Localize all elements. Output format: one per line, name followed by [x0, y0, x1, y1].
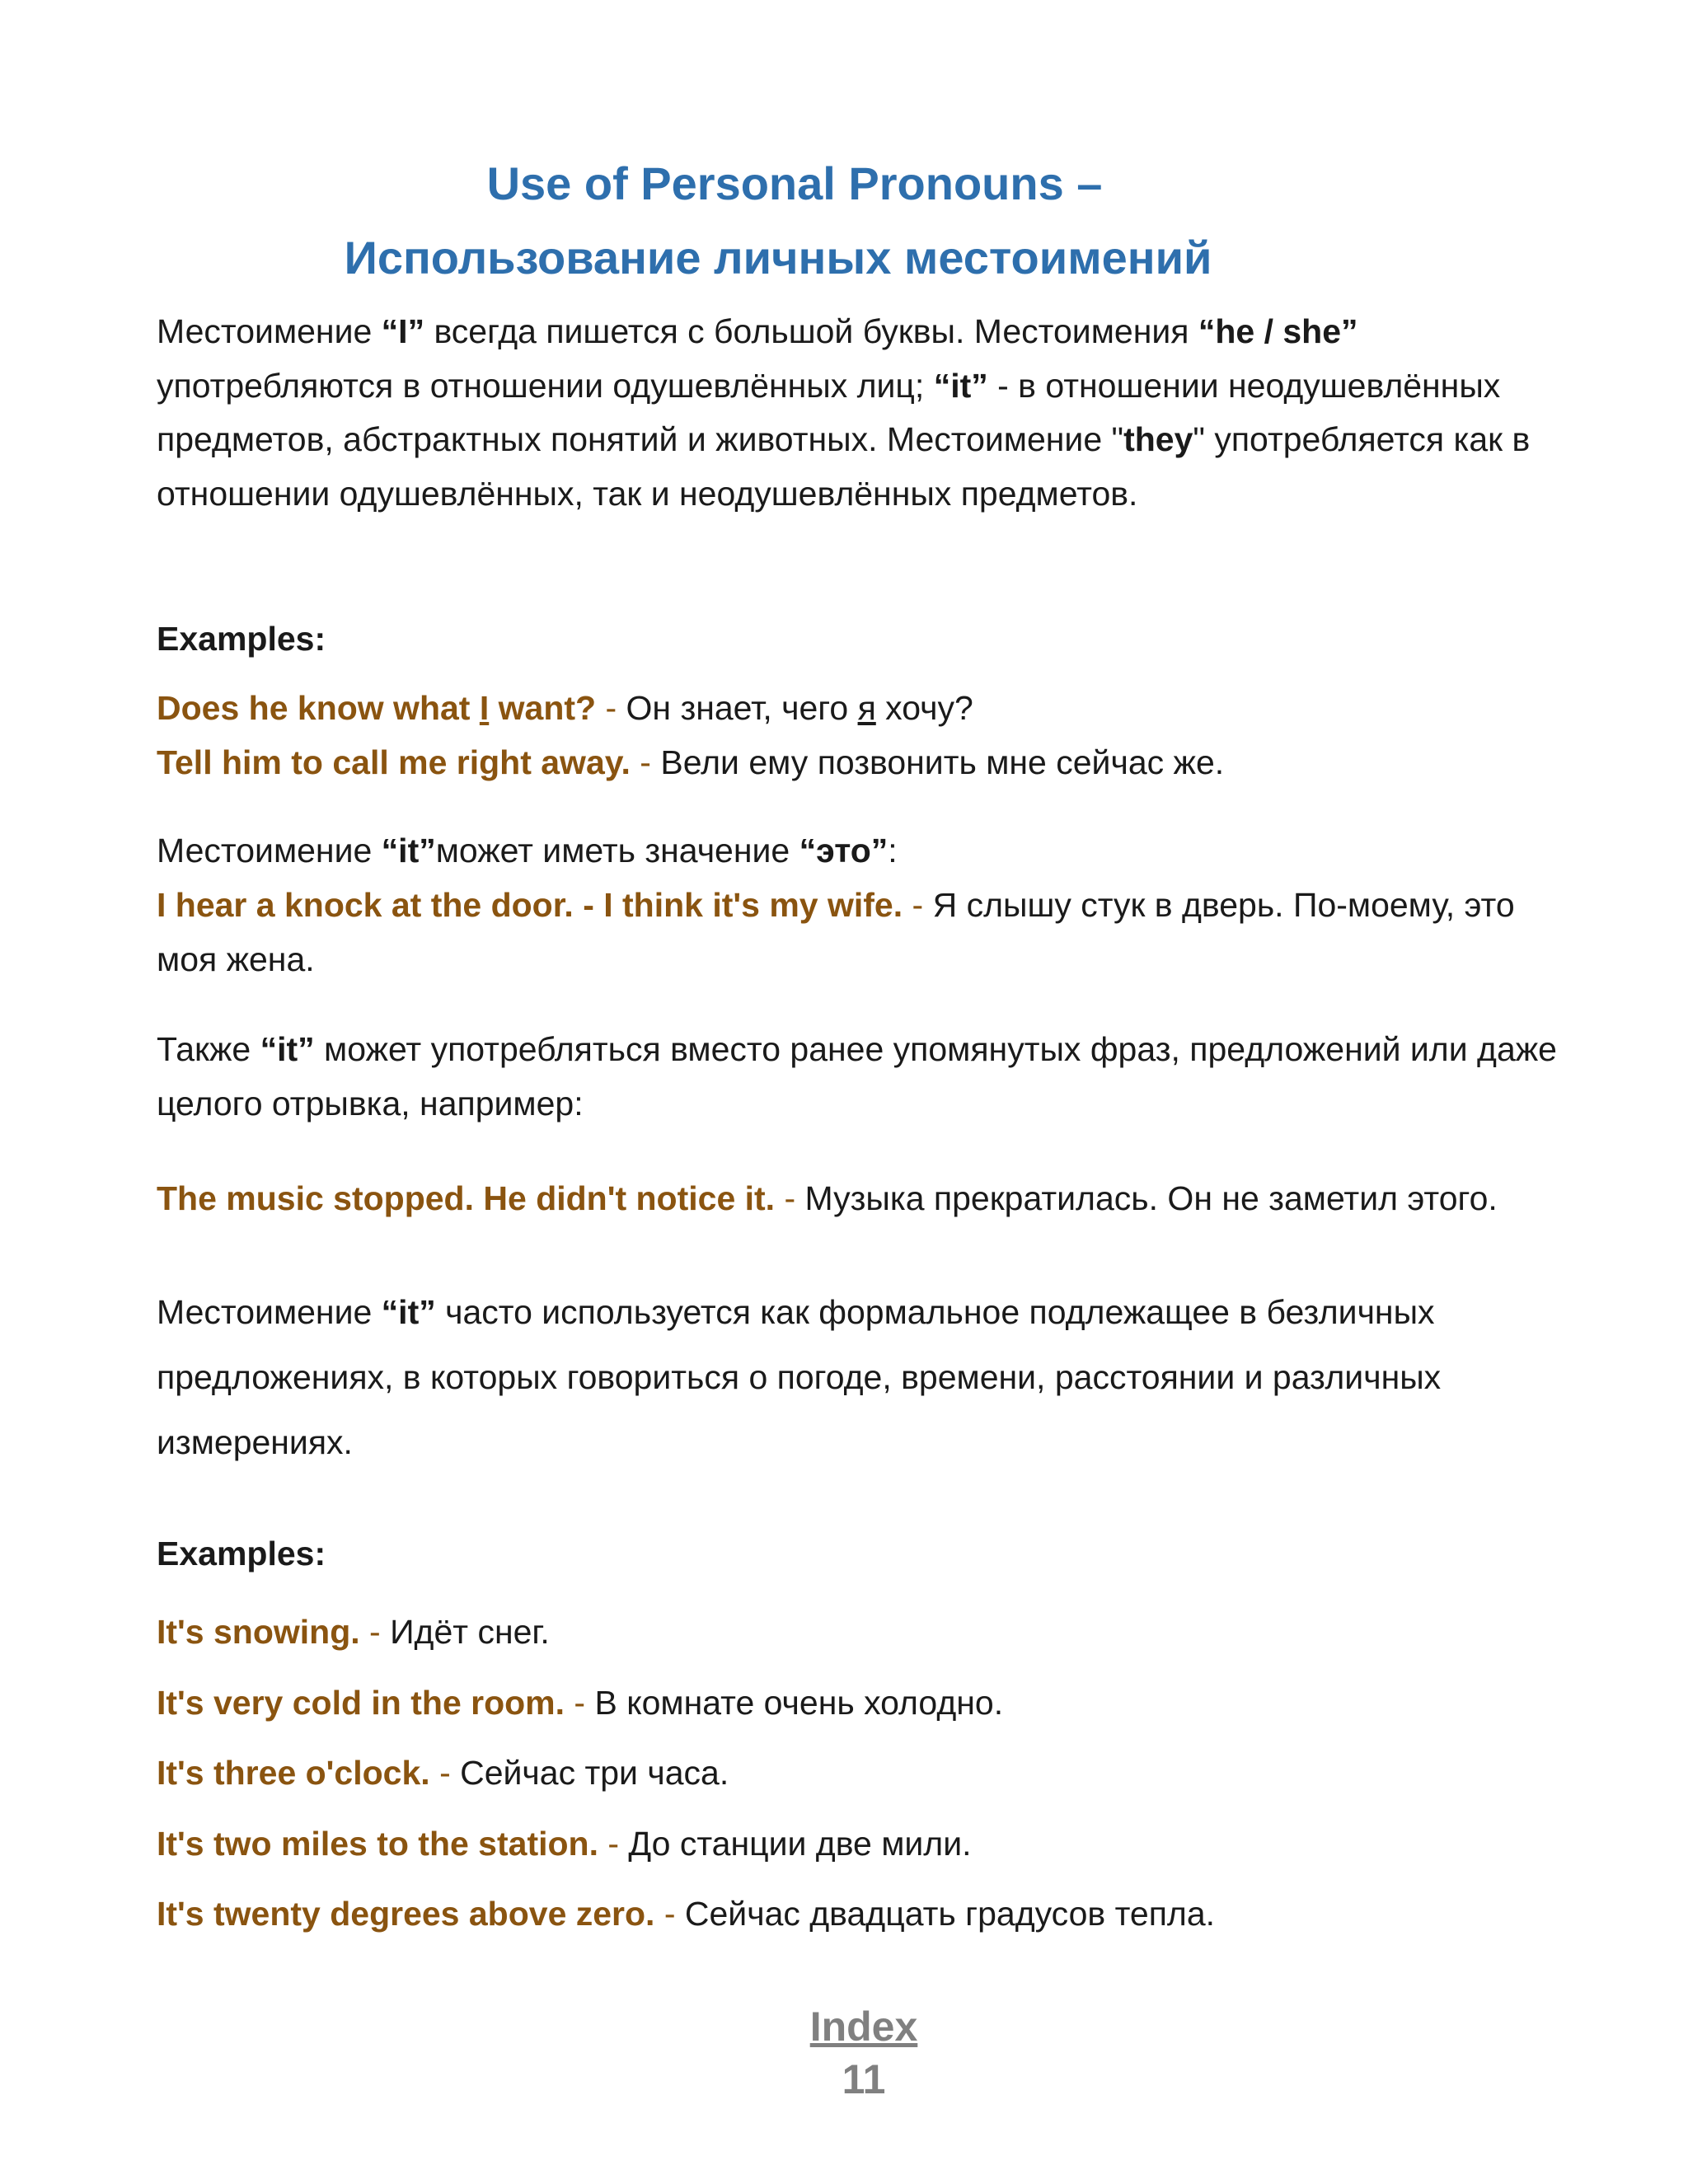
statement-text: может иметь значение [435, 832, 799, 869]
example-row [157, 1738, 1574, 1809]
paragraph-text: Также [157, 1030, 260, 1068]
intro-paragraph [157, 305, 1574, 521]
examples-list [157, 1597, 1574, 1950]
example-russian: Идёт снег. [390, 1613, 550, 1651]
example-english: It's three o'clock. [157, 1754, 430, 1792]
example-dash: - [903, 886, 933, 924]
page-number: 11 [842, 2056, 886, 2102]
example-row [157, 1668, 1574, 1739]
example-russian: Музыка прекратилась. Он не заметил этого. [804, 1179, 1498, 1217]
example-row [157, 735, 1574, 790]
example-russian: Сейчас три часа. [460, 1754, 729, 1792]
example-english: It's very cold in the room. [157, 1683, 565, 1722]
examples-heading: Examples: [157, 1535, 326, 1572]
example-row [157, 878, 1574, 987]
pronoun-it: “it” [381, 1293, 436, 1331]
example-row [157, 681, 1574, 735]
quote-mark: " [1193, 420, 1205, 458]
example-english: The music stopped. He didn't notice it. [157, 1179, 776, 1217]
example-dash: - [654, 1895, 685, 1933]
example-row [157, 1597, 1574, 1668]
pronoun-it: “it” [933, 366, 988, 405]
example-english: I hear a knock at the door. - I think it's my wife. [157, 886, 903, 924]
also-it-paragraph [157, 1022, 1558, 1131]
example-russian-part: хочу? [875, 689, 973, 727]
example-russian: До станции две мили. [628, 1824, 972, 1863]
example-dash: - [630, 743, 661, 781]
example-dash: - [359, 1613, 391, 1651]
meaning-eto: “это” [799, 832, 889, 869]
paragraph-text: Местоимение [157, 1293, 382, 1331]
quote-mark: " [1111, 420, 1124, 458]
paragraph-text: может употребляться вместо ранее упомянутых фраз, предложений или даже целого отрывка, например: [157, 1030, 1557, 1122]
it-meaning-statement [157, 823, 1574, 878]
intro-text: употребляется как в отношении одушевлённых, так и неодушевлённых предметов. [157, 420, 1531, 513]
it-meaning-block [157, 823, 1574, 987]
example-dash: - [565, 1683, 595, 1722]
example-russian: Вели ему позвонить мне сейчас же. [660, 743, 1225, 781]
example-dash: - [596, 689, 626, 727]
page-title-english: Use of Personal Pronouns – [486, 157, 1103, 209]
intro-text: Местоимение [157, 312, 382, 350]
paragraph-text: часто используется как формальное подлежащее в безличных предложениях, в которых говориться о погоде, времени, расстоянии и различных измерениях. [157, 1293, 1442, 1461]
pronoun-he-she: “he / she” [1198, 312, 1358, 350]
pronoun-it: “it” [381, 832, 436, 869]
example-russian [626, 689, 973, 727]
example-english-underlined: I [479, 689, 490, 727]
example-english [157, 689, 596, 727]
example-russian: Сейчас двадцать градусов тепла. [684, 1895, 1216, 1933]
example-english-part: want? [489, 689, 597, 727]
examples-heading: Examples: [157, 620, 326, 658]
example-row [157, 1809, 1574, 1880]
example-english-part: Does he know what [157, 689, 480, 727]
example-russian: Я слышу стук в дверь. По-моему, это моя жена. [157, 886, 1515, 978]
example-row [157, 1879, 1574, 1950]
example-english: It's two miles to the station. [157, 1824, 598, 1863]
pronoun-it: “it” [260, 1030, 315, 1068]
pronoun-i: “I” [381, 312, 425, 350]
example-english: Tell him to call me right away. [157, 743, 631, 781]
intro-text: употребляются в отношении одушевлённых лиц; [157, 366, 934, 405]
example-dash: - [429, 1754, 461, 1792]
example-dash: - [598, 1824, 629, 1863]
formal-subject-paragraph [157, 1280, 1607, 1475]
intro-text: - в отношении неодушевлённых предметов, абстрактных понятий и животных. Местоимение [157, 366, 1501, 458]
intro-text: всегда пишется с большой буквы. Местоимения [424, 312, 1198, 350]
statement-text: : [888, 832, 898, 869]
example-dash: - [775, 1179, 805, 1217]
examples-list [157, 681, 1574, 790]
page-title-russian: Использование личных местоимений [344, 232, 1212, 284]
example-russian-part: Он знает, чего [626, 689, 858, 727]
example-english: It's twenty degrees above zero. [157, 1895, 655, 1933]
example-russian-underlined: я [857, 689, 876, 727]
example-russian: В комнате очень холодно. [594, 1683, 1004, 1722]
index-link[interactable]: Index [809, 2004, 918, 2050]
example-english: It's snowing. [157, 1613, 360, 1651]
statement-text: Местоимение [157, 832, 382, 869]
pronoun-they: they [1123, 420, 1193, 458]
example-row [157, 1171, 1657, 1226]
